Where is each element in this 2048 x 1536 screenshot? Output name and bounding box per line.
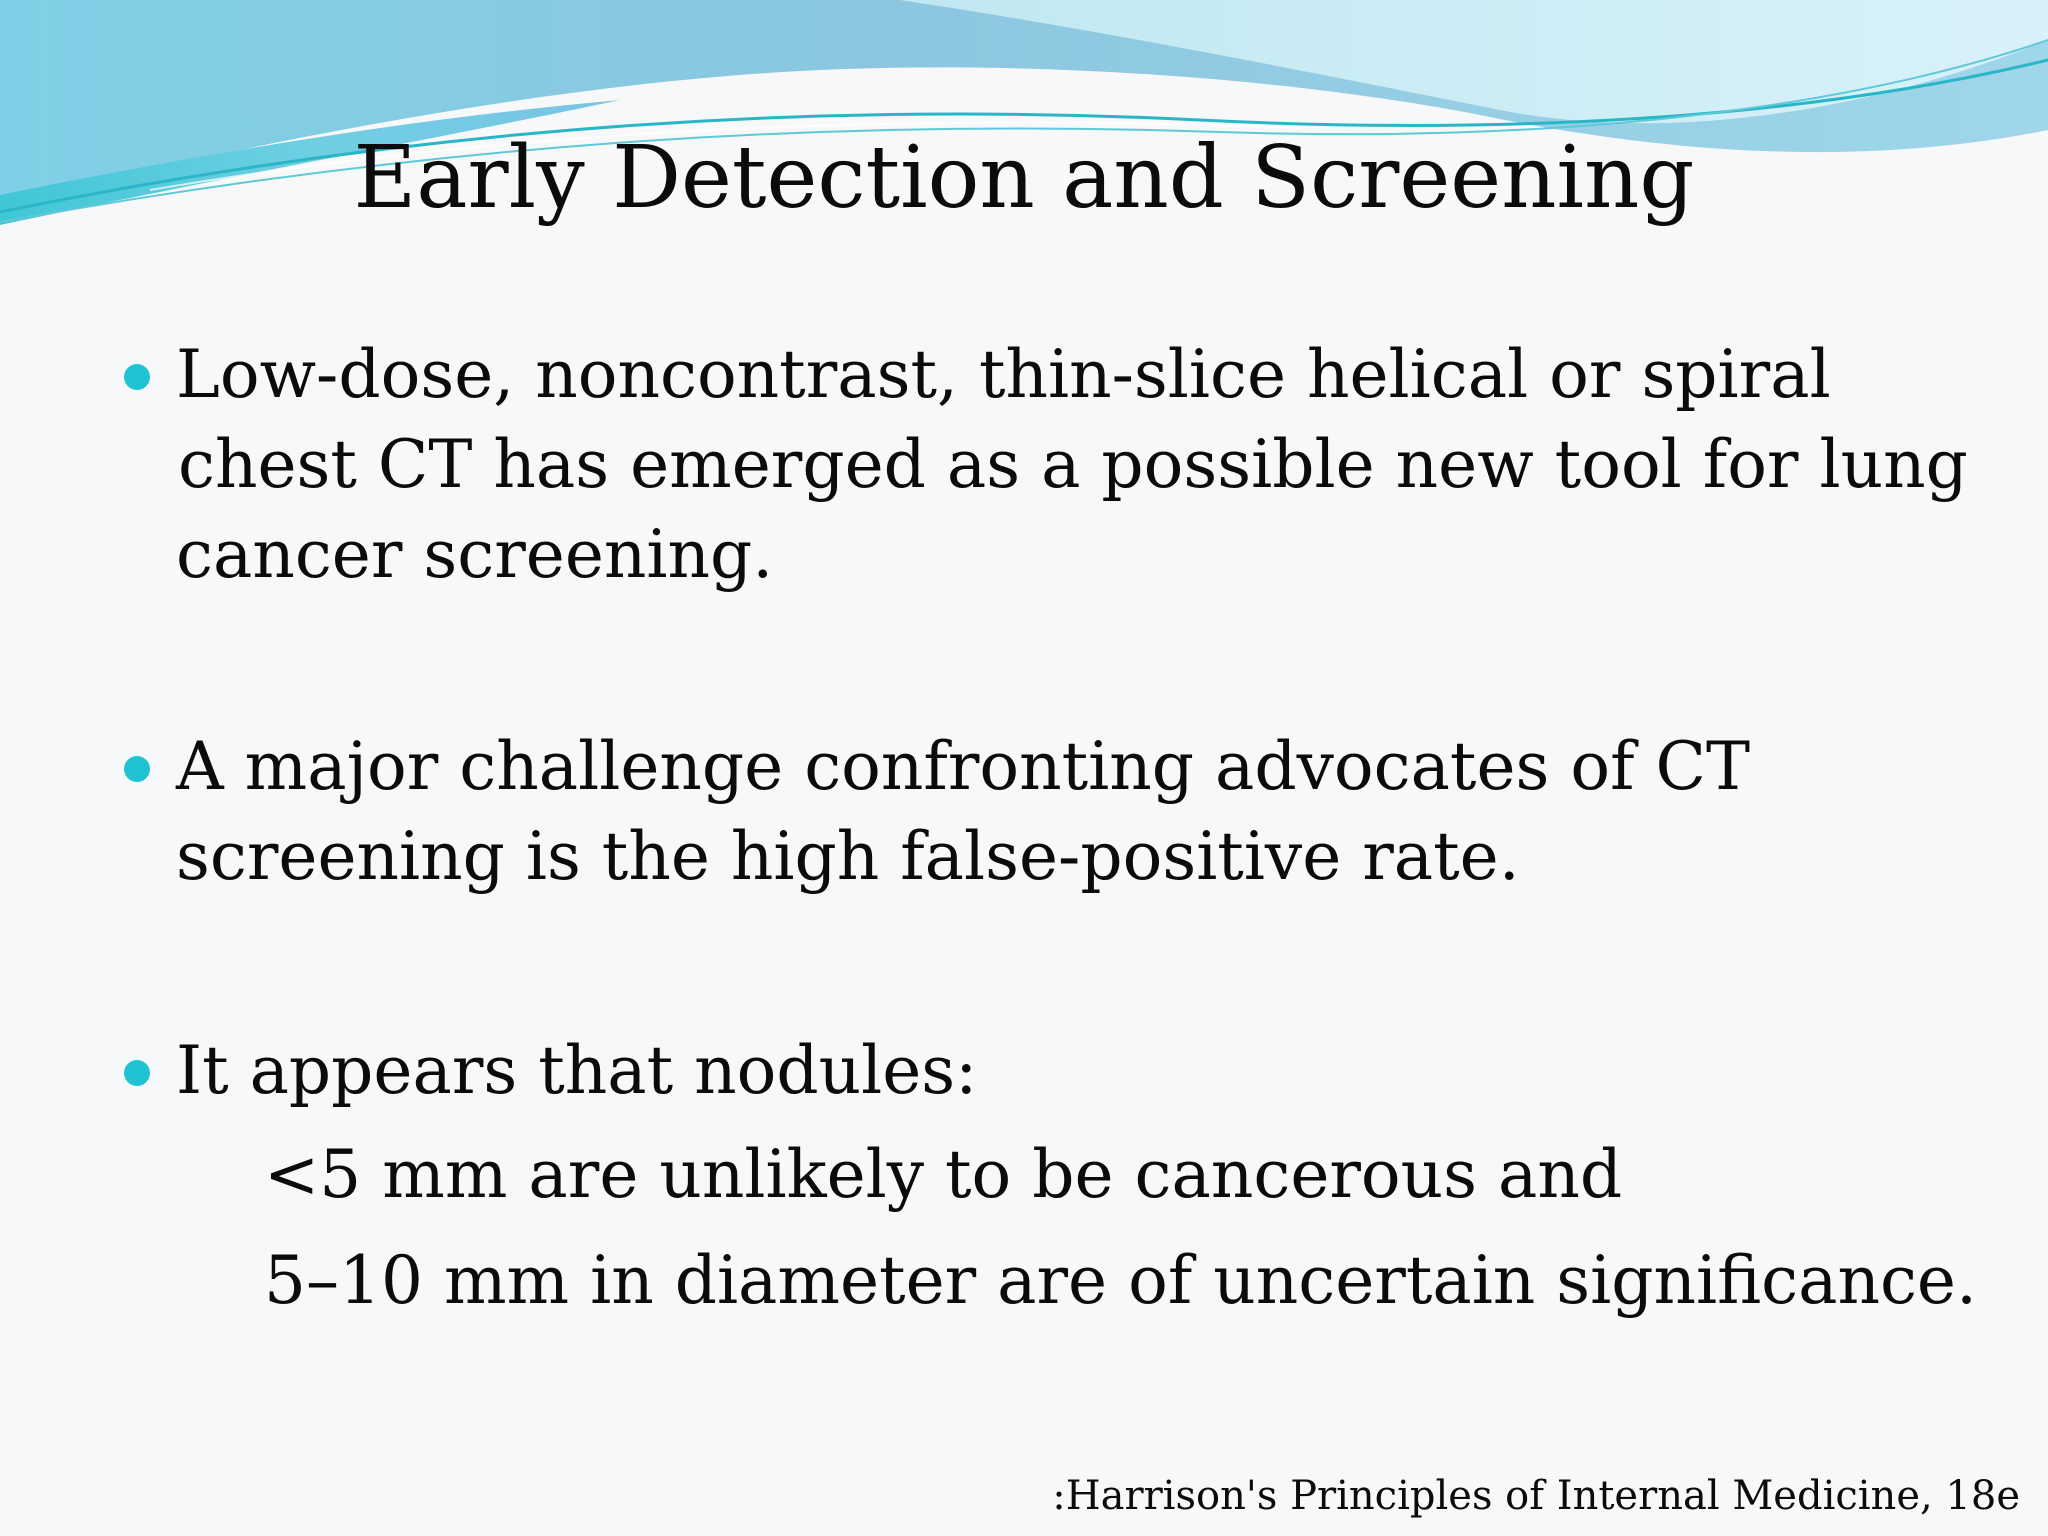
bullet-dot-icon [124,364,150,390]
bullet-item [176,722,1856,902]
bullet-item [176,330,1968,600]
bullet-line: Low-dose, noncontrast, thin-slice helical or spiral [176,336,1831,413]
slide-title: Early Detection and Screening [353,128,1695,228]
bullet-item [176,1026,1856,1116]
bullet-line: chest CT has emerged as a possible new tool for lung [178,426,1968,503]
bullet-dot-icon [124,1060,150,1086]
bullet-line: cancer screening. [176,516,774,593]
sub-item: 5–10 mm in diameter are of uncertain significance. [264,1242,1977,1319]
sub-item: <5 mm are unlikely to be cancerous and [264,1136,1623,1213]
bullet-dot-icon [124,756,150,782]
bullet-line: It appears that nodules: [176,1032,978,1109]
bullet-line: A major challenge confronting advocates of CT [176,728,1751,805]
bullet-line: screening is the high false-positive rate. [176,818,1520,895]
citation: :Harrison's Principles of Internal Medicine, 18e [1052,1473,2020,1519]
